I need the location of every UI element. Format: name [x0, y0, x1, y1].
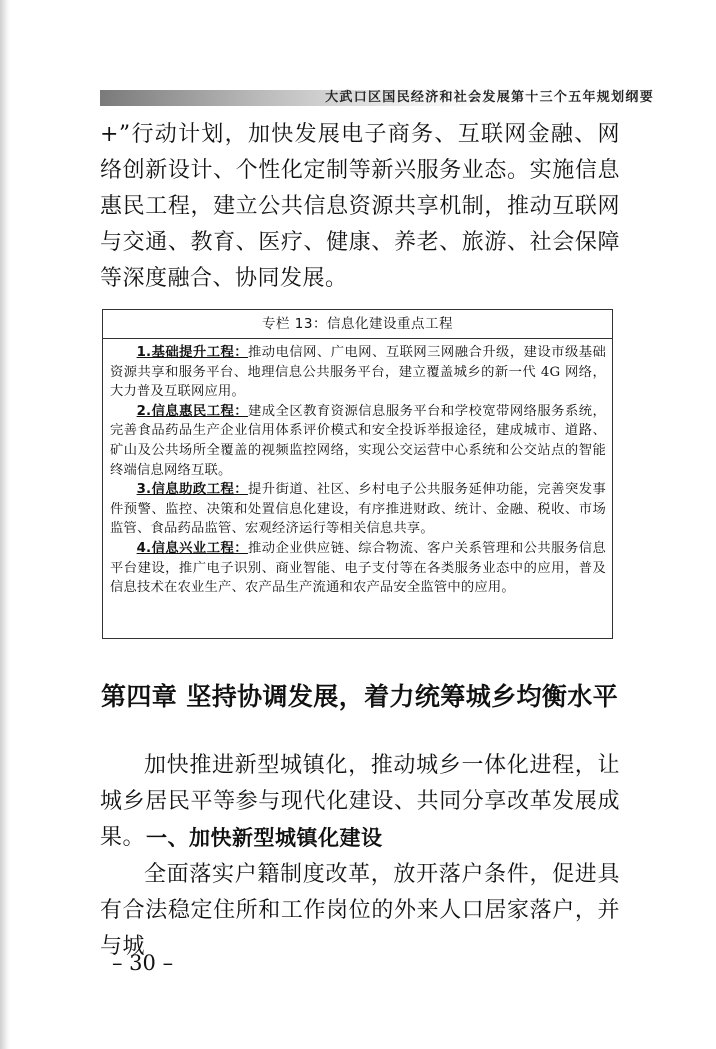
box-item-citizen-benefit — [110, 402, 606, 480]
box-item-text: 建成全区教育资源信息服务平台和学校宽带网络服务系统，完善食品药品生产企业信用体系评价模式和安全投诉举报途径，建成城市、道路、矿山及公共场所全覆盖的视频监控网络，实现公交运营中心系统和公交站点的智能终端信息网络互联。 — [110, 403, 606, 478]
chapter-intro-paragraph: 加快推进新型城镇化，推动城乡一体化进程，让城乡居民平等参与现代化建设、共同分享改革发展成果。 — [100, 753, 620, 850]
box-item-infrastructure — [110, 343, 606, 402]
box-title: 专栏 13：信息化建设重点工程 — [103, 310, 612, 339]
box-item-heading: 4.信息兴业工程： — [136, 540, 249, 556]
box-item-text: 推动电信网、广电网、互联网三网融合升级，建设市级基础资源共享和服务平台、地理信息公共服务平台，建立覆盖城乡的新一代 4G 网络，大力普及互联网应用。 — [110, 345, 606, 400]
box-item-government-aid — [110, 480, 606, 539]
continuation-paragraph: +”行动计划，加快发展电子商务、互联网金融、网络创新设计、个性化定制等新兴服务业态。实施信息惠民工程，建立公共信息资源共享机制，推动互联网与交通、教育、医疗、健康、养老、旅游、社会保障等深度融合、协同发展。 — [100, 122, 620, 291]
page-edge-shadow — [0, 0, 10, 1049]
running-header-title: 大武口区国民经济和社会发展第十三个五年规划纲要 — [325, 90, 654, 105]
chapter-heading: 第四章 坚持协调发展，着力统筹城乡均衡水平 — [101, 682, 619, 711]
box-item-heading: 2.信息惠民工程： — [136, 403, 249, 419]
sidebar-box-column-13 — [102, 309, 613, 639]
box-item-heading: 3.信息助政工程： — [136, 482, 249, 498]
box-item-text: 推动企业供应链、综合物流、客户关系管理和公共服务信息平台建设，推广电子识别、商业智能、电子支付等在各类服务业态中的应用，普及信息技术在农业生产、农产品生产流通和农产品安全监管中的应用。 — [110, 540, 606, 596]
section-body-paragraph: 全面落实户籍制度改革，放开落户条件，促进具有合法稳定住所和工作岗位的外来人口居家落户，并与城 — [100, 862, 620, 959]
box-body — [103, 339, 612, 598]
section-heading: 一、加快新型城镇化建设 — [146, 826, 383, 850]
box-item-heading: 1.基础提升工程： — [136, 345, 249, 360]
page-number: – 30 – — [112, 951, 174, 975]
box-item-text: 提升街道、社区、乡村电子公共服务延伸功能，完善突发事件预警、监控、决策和处置信息化建设，有序推进财政、统计、金融、税收、市场监管、食品药品监管、宏观经济运行等相关信息共享。 — [110, 482, 606, 537]
box-item-industry-boost — [110, 539, 606, 598]
